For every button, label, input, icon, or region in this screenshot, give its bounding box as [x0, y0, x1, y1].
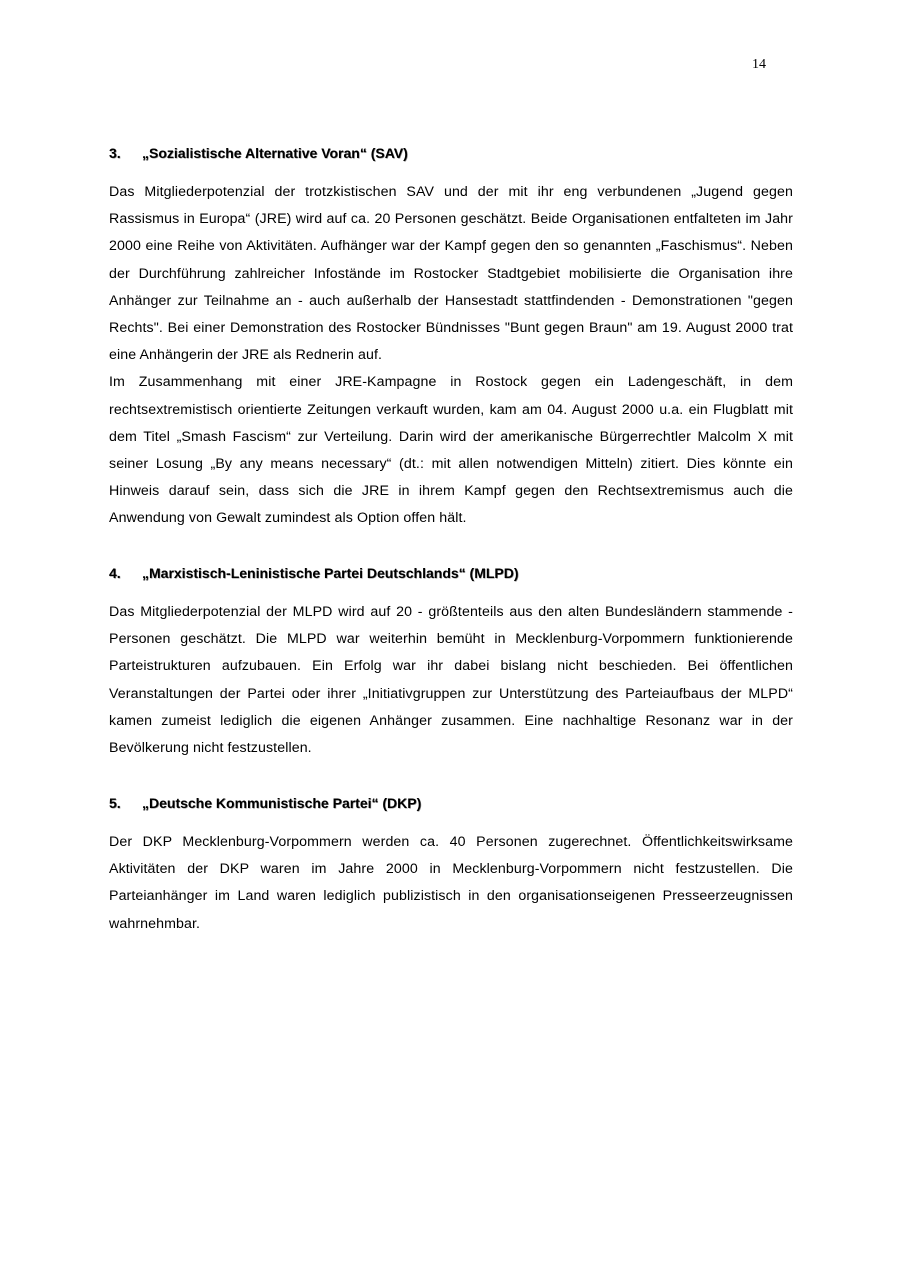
section-mlpd — [109, 563, 793, 762]
section-title: „Marxistisch-Leninistische Partei Deutschlands“ (MLPD) — [142, 565, 519, 581]
paragraph: Der DKP Mecklenburg-Vorpommern werden ca. 40 Personen zugerechnet. Öffentlichkeitswirksame Aktivitäten der DKP waren im Jahre 2000 in Mecklenburg-Vorpommern nicht festzustellen. Die Parteianhänger im Land waren lediglich publizistisch in den organisationseigenen Presseerzeugnissen wahrnehmbar. — [109, 834, 793, 932]
paragraph: Im Zusammenhang mit einer JRE-Kampagne in Rostock gegen ein Ladengeschäft, in dem rechtsextremistisch orientierte Zeitungen verkauft wurden, kam am 04. August 2000 u.a. ein Flugblatt mit dem Titel „Smash Fascism“ zur Verteilung. Darin wird der amerikanische Bürgerrechtler Malcolm X mit seiner Losung „By any means necessary“ (dt.: mit allen notwendigen Mitteln) zitiert. Dies könnte ein Hinweis darauf sein, dass sich die JRE in ihrem Kampf gegen den Rechtsextremismus auch die Anwendung von Gewalt zumindest als Option offen hält. — [109, 374, 793, 527]
section-heading — [109, 143, 793, 163]
section-title: „Sozialistische Alternative Voran“ (SAV) — [142, 145, 408, 161]
paragraph: Das Mitgliederpotenzial der trotzkistischen SAV und der mit ihr eng verbundenen „Jugend gegen Rassismus in Europa“ (JRE) wird auf ca. 20 Personen geschätzt. Beide Organisationen entfalteten im Jahr 2000 eine Reihe von Aktivitäten. Aufhänger war der Kampf gegen den so genannten „Faschismus“. Neben der Durchführung zahlreicher Infostände im Rostocker Stadtgebiet mobilisierte die Organisation ihre Anhänger zur Teilnahme an - auch außerhalb der Hansestadt stattfindenden - Demonstrationen "gegen Rechts". Bei einer Demonstration des Rostocker Bündnisses "Bunt gegen Braun" am 19. August 2000 trat eine Anhängerin der JRE als Rednerin auf. — [109, 184, 793, 364]
section-number: 5. — [109, 795, 121, 811]
section-dkp — [109, 793, 793, 938]
page-number: 14 — [752, 57, 766, 72]
section-sav — [109, 143, 793, 533]
section-number: 3. — [109, 145, 121, 161]
section-heading — [109, 563, 793, 583]
paragraph: Das Mitgliederpotenzial der MLPD wird auf 20 - größtenteils aus den alten Bundesländern stammende - Personen geschätzt. Die MLPD war weiterhin bemüht in Mecklenburg-Vorpommern funktionierende Parteistrukturen aufzubauen. Ein Erfolg war ihr dabei bislang nicht beschieden. Bei öffentlichen Veranstaltungen der Partei oder ihrer „Initiativgruppen zur Unterstützung des Parteiaufbaus der MLPD“ kamen zumeist lediglich die eigenen Anhänger zusammen. Eine nachhaltige Resonanz war in der Bevölkerung nicht festzustellen. — [109, 604, 793, 757]
section-title: „Deutsche Kommunistische Partei“ (DKP) — [142, 795, 422, 811]
section-number: 4. — [109, 565, 121, 581]
section-heading — [109, 793, 793, 813]
